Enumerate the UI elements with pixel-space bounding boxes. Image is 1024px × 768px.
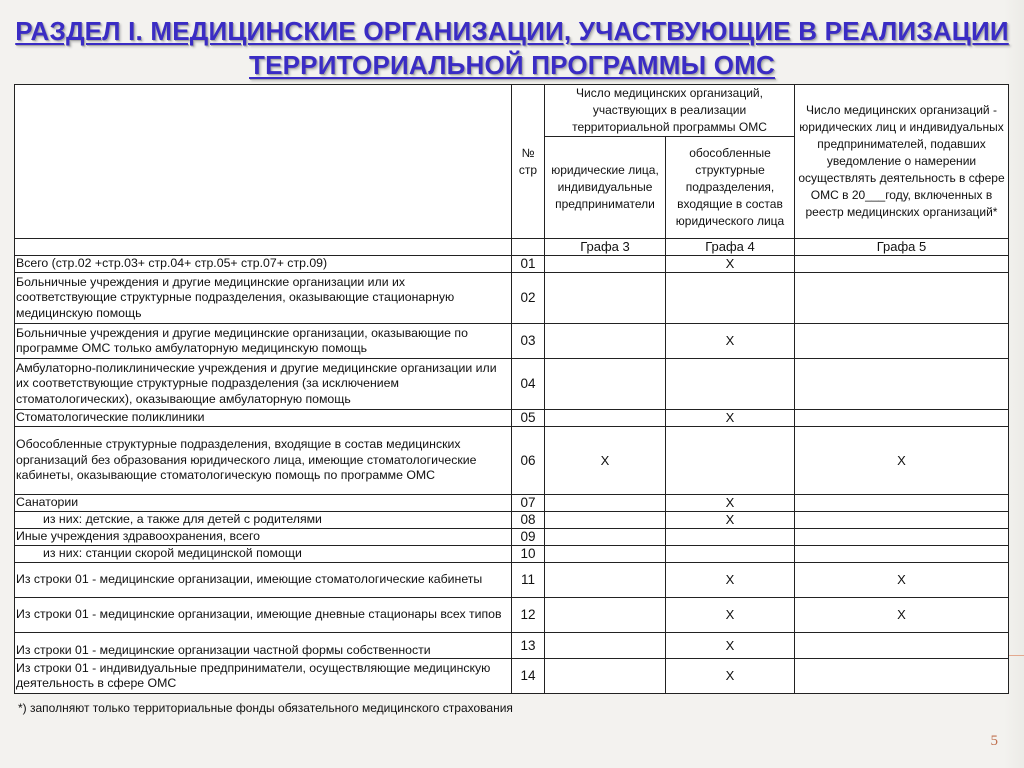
row-number: 06: [512, 427, 545, 495]
slide-title-line-2: ТЕРРИТОРИАЛЬНОЙ ПРОГРАММЫ ОМС: [249, 50, 775, 80]
row-grafa5: Х: [795, 598, 1009, 633]
row-grafa4: [666, 427, 795, 495]
header-row-1: [15, 85, 1009, 137]
row-grafa3: [545, 546, 666, 563]
header-name-cell: [15, 85, 512, 239]
grafa-row: [15, 239, 1009, 256]
row-name: Амбулаторно-поликлинические учреждения и другие медицинские организации или их соответствующие структурные подразделения (за исключением стоматологических), оказывающие амбулаторную помощь: [15, 359, 512, 410]
row-grafa3: [545, 359, 666, 410]
row-grafa3: [545, 598, 666, 633]
row-number: 01: [512, 256, 545, 273]
row-grafa5: [795, 546, 1009, 563]
row-grafa5: [795, 633, 1009, 659]
grafa-5: Графа 5: [795, 239, 1009, 256]
row-grafa3: [545, 512, 666, 529]
grafa-3: Графа 3: [545, 239, 666, 256]
table-row: [15, 598, 1009, 633]
row-name: Больничные учреждения и другие медицинские организации или их соответствующие структурные подразделения, оказывающие стационарную медицинскую помощь: [15, 273, 512, 324]
row-name: Стоматологические поликлиники: [15, 410, 512, 427]
row-grafa3: [545, 563, 666, 598]
organizations-table: [14, 84, 1009, 694]
row-number: 11: [512, 563, 545, 598]
table-row: [15, 495, 1009, 512]
slide-title: [0, 14, 1024, 82]
row-number: 10: [512, 546, 545, 563]
row-name: Больничные учреждения и другие медицинские организации, оказывающие по программе ОМС только амбулаторную медицинскую помощь: [15, 324, 512, 359]
row-grafa5: [795, 359, 1009, 410]
row-number: 02: [512, 273, 545, 324]
row-grafa4: Х: [666, 633, 795, 659]
grafa-4: Графа 4: [666, 239, 795, 256]
row-name: Из строки 01 - индивидуальные предприниматели, осуществляющие медицинскую деятельность в сфере ОМС: [15, 659, 512, 694]
row-grafa4: [666, 546, 795, 563]
header-col5: Число медицинских организаций - юридических лиц и индивидуальных предпринимателей, подавших уведомление о намерении осуществлять деятельность в сфере ОМС в 20___году, включенных в реестр медицинских организаций*: [795, 85, 1009, 239]
row-number: 03: [512, 324, 545, 359]
row-number: 09: [512, 529, 545, 546]
table-row: [15, 256, 1009, 273]
row-grafa3: [545, 495, 666, 512]
table-row: [15, 410, 1009, 427]
row-grafa4: Х: [666, 659, 795, 694]
table-row: [15, 512, 1009, 529]
row-number: 08: [512, 512, 545, 529]
row-name: Всего (стр.02 +стр.03+ стр.04+ стр.05+ стр.07+ стр.09): [15, 256, 512, 273]
table-row: [15, 324, 1009, 359]
slide-title-line-1: РАЗДЕЛ I. МЕДИЦИНСКИЕ ОРГАНИЗАЦИИ, УЧАСТВУЮЩИЕ В РЕАЛИЗАЦИИ: [15, 16, 1009, 46]
row-grafa4: Х: [666, 512, 795, 529]
table-row: [15, 546, 1009, 563]
row-name: из них: станции скорой медицинской помощи: [15, 546, 512, 563]
row-number: 14: [512, 659, 545, 694]
row-grafa5: [795, 512, 1009, 529]
row-grafa4: Х: [666, 256, 795, 273]
row-grafa3: [545, 256, 666, 273]
row-grafa5: [795, 273, 1009, 324]
row-name: из них: детские, а также для детей с родителями: [15, 512, 512, 529]
row-grafa5: [795, 256, 1009, 273]
table-row: [15, 529, 1009, 546]
row-name: Из строки 01 - медицинские организации частной формы собственности: [15, 633, 512, 659]
table-row: [15, 273, 1009, 324]
row-grafa3: Х: [545, 427, 666, 495]
table-row: [15, 427, 1009, 495]
row-grafa4: Х: [666, 495, 795, 512]
row-grafa3: [545, 659, 666, 694]
row-name: Из строки 01 - медицинские организации, имеющие стоматологические кабинеты: [15, 563, 512, 598]
row-grafa3: [545, 273, 666, 324]
row-name: Из строки 01 - медицинские организации, имеющие дневные стационары всех типов: [15, 598, 512, 633]
table-row: [15, 359, 1009, 410]
header-group-label: Число медицинских организаций, участвующих в реализации территориальной программы ОМС: [545, 85, 795, 137]
page-number: 5: [990, 733, 998, 749]
row-grafa3: [545, 529, 666, 546]
grafa-empty-1: [15, 239, 512, 256]
row-number: 12: [512, 598, 545, 633]
row-number: 04: [512, 359, 545, 410]
header-num-col: № стр: [512, 85, 545, 239]
row-grafa5: [795, 659, 1009, 694]
row-grafa4: Х: [666, 598, 795, 633]
row-name: Санатории: [15, 495, 512, 512]
row-grafa3: [545, 633, 666, 659]
row-grafa4: Х: [666, 410, 795, 427]
table-row: [15, 563, 1009, 598]
row-grafa3: [545, 410, 666, 427]
table-row: [15, 659, 1009, 694]
header-col3: юридические лица, индивидуальные предприниматели: [545, 137, 666, 239]
row-grafa5: Х: [795, 427, 1009, 495]
row-grafa4: [666, 273, 795, 324]
row-grafa4: [666, 359, 795, 410]
row-grafa3: [545, 324, 666, 359]
row-grafa4: [666, 529, 795, 546]
row-number: 13: [512, 633, 545, 659]
row-number: 07: [512, 495, 545, 512]
accent-line: [1008, 655, 1024, 656]
header-col4: обособленные структурные подразделения, входящие в состав юридического лица: [666, 137, 795, 239]
row-grafa5: [795, 529, 1009, 546]
row-grafa5: [795, 410, 1009, 427]
row-grafa4: Х: [666, 563, 795, 598]
footnote: *) заполняют только территориальные фонды обязательного медицинского страхования: [18, 701, 513, 715]
grafa-empty-2: [512, 239, 545, 256]
row-grafa5: [795, 495, 1009, 512]
organizations-table-container: [14, 84, 1008, 694]
row-grafa5: [795, 324, 1009, 359]
table-row: [15, 633, 1009, 659]
row-name: Иные учреждения здравоохранения, всего: [15, 529, 512, 546]
row-grafa5: Х: [795, 563, 1009, 598]
row-name: Обособленные структурные подразделения, входящие в состав медицинских организаций без образования юридического лица, имеющие стоматологические кабинеты, оказывающие стоматологическую помощь по программе ОМС: [15, 427, 512, 495]
row-grafa4: Х: [666, 324, 795, 359]
row-number: 05: [512, 410, 545, 427]
